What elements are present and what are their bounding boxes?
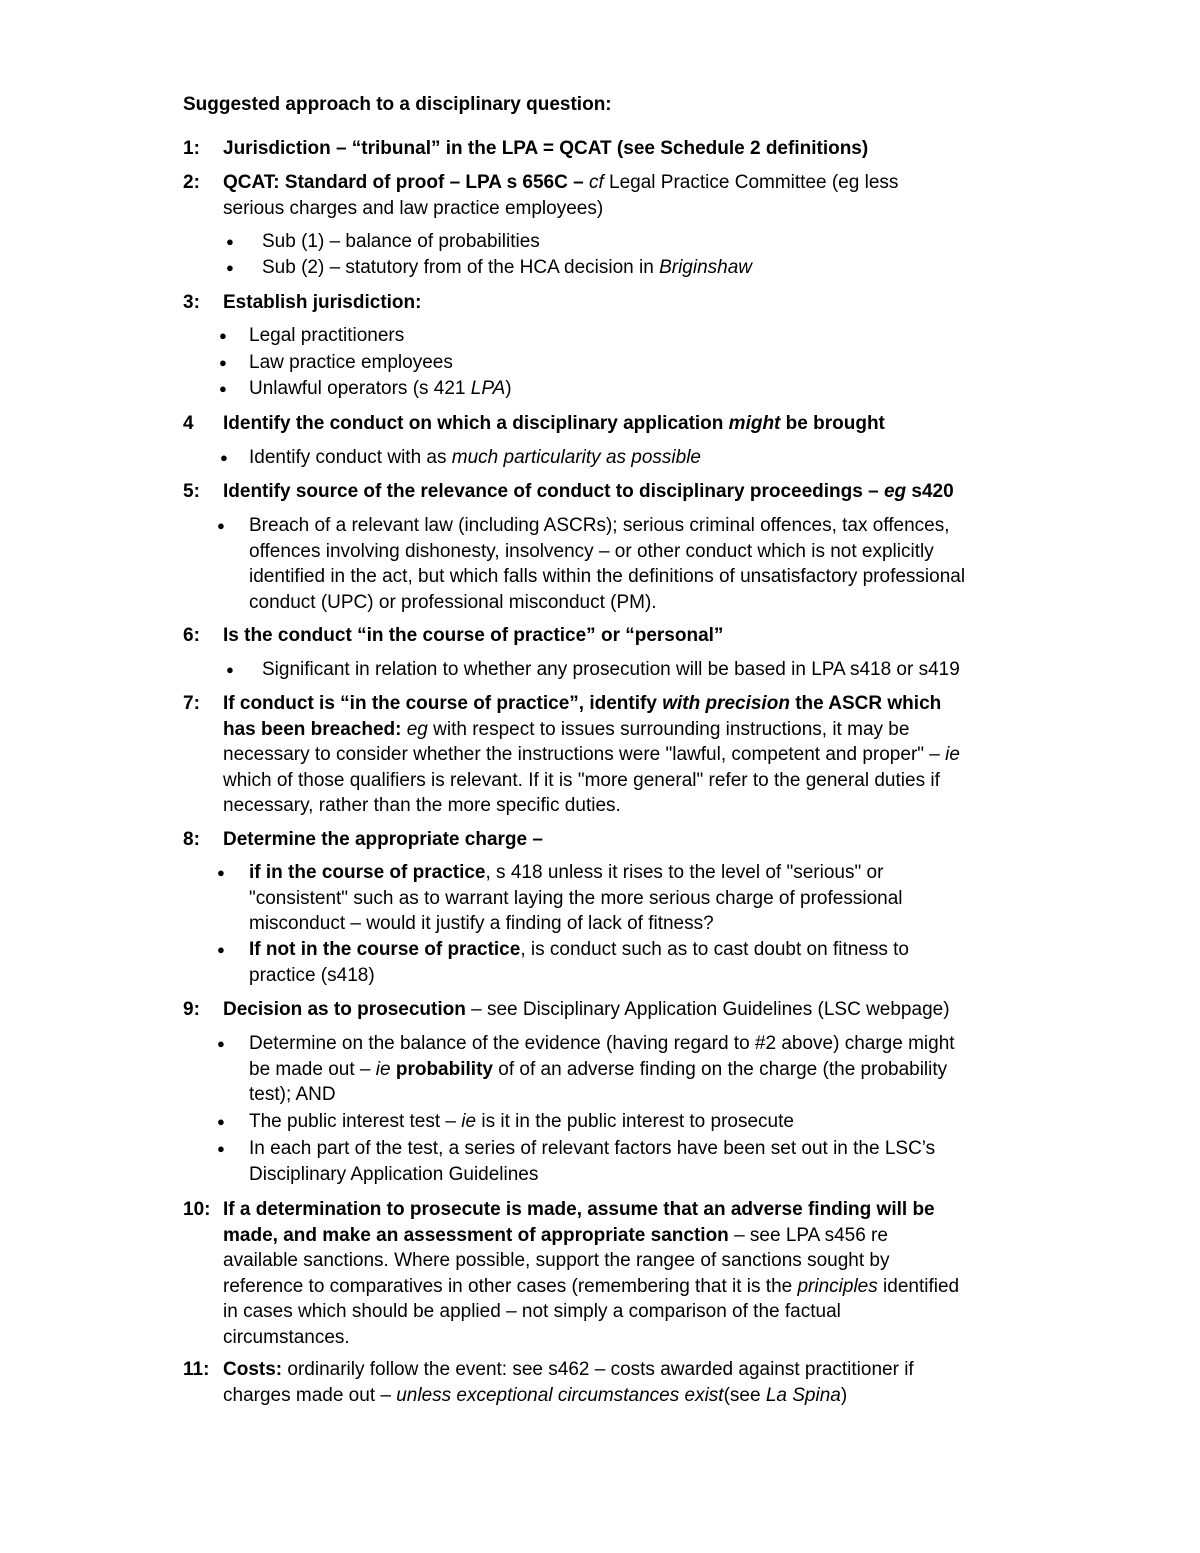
item-text-line <box>223 197 603 221</box>
item-text-line <box>223 998 950 1022</box>
text-run: Is the conduct “in the course of practice” or “personal” <box>223 625 724 646</box>
bullet-icon: ● <box>217 1141 225 1156</box>
bullet-text-line <box>249 1032 955 1056</box>
item-text-line <box>223 794 621 818</box>
bullet-icon: ● <box>220 450 228 465</box>
bullet-text-line <box>249 351 453 375</box>
item-number: 7: <box>183 693 200 714</box>
bullet-text-line <box>249 324 404 348</box>
text-run: charges made out – <box>223 1384 397 1406</box>
bullet-icon: ● <box>217 1114 225 1129</box>
text-run: is it in the public interest to prosecute <box>476 1111 794 1132</box>
item-text-line <box>223 480 954 504</box>
text-run: much particularity as possible <box>451 447 701 468</box>
item-number: 11: <box>183 1359 210 1380</box>
text-run: Decision as to prosecution <box>223 999 466 1020</box>
text-run: "consistent" such as to warrant laying the more serious charge of professional <box>249 887 903 909</box>
bullet-icon: ● <box>226 260 234 275</box>
text-run: Legal Practice Committee (eg less <box>603 172 899 193</box>
text-run: s420 <box>906 481 954 502</box>
item-text-line <box>223 692 941 716</box>
bullet-text-line <box>249 964 375 988</box>
text-run: Disciplinary Application Guidelines <box>249 1163 539 1185</box>
bullet-text-line <box>249 1058 947 1082</box>
text-run: If a determination to prosecute is made, assume that an adverse finding will be <box>223 1199 935 1220</box>
bullet-text-line <box>249 887 903 911</box>
text-run: practice (s418) <box>249 964 375 986</box>
item-number: 2: <box>183 172 200 193</box>
item-text-line <box>223 624 723 648</box>
item-number: 8: <box>183 829 200 850</box>
text-run: ordinarily follow the event: see s462 – costs awarded against practitioner if <box>282 1359 914 1380</box>
text-run: Identify source of the relevance of conduct to disciplinary proceedings – <box>223 481 884 502</box>
item-text-line <box>223 171 898 195</box>
text-run: LPA <box>470 378 506 399</box>
text-run: necessary, rather than the more specific duties. <box>223 795 621 816</box>
item-text-line <box>223 828 543 852</box>
text-run: Significant in relation to whether any prosecution will be based in LPA s418 or s419 <box>262 659 960 680</box>
bullet-text-line <box>262 256 752 280</box>
text-run: Establish jurisdiction: <box>223 292 422 313</box>
bullet-text-line <box>262 658 960 682</box>
text-run: Sub (2) – statutory from of the HCA decision in <box>262 257 660 278</box>
text-run: ie <box>461 1111 477 1132</box>
text-run: Unlawful operators (s 421 <box>249 378 471 399</box>
text-run: probability <box>395 1058 493 1080</box>
bullet-text-line <box>262 230 540 254</box>
bullet-text-line <box>249 912 714 936</box>
item-text-line <box>223 1249 889 1273</box>
text-run: available sanctions. Where possible, support the rangee of sanctions sought by <box>223 1250 890 1271</box>
text-run: principles <box>797 1275 878 1297</box>
text-run: has been breached: <box>223 718 402 740</box>
text-run: with respect to issues surrounding instructions, it may be <box>427 718 910 740</box>
text-run: ) <box>840 1384 848 1406</box>
bullet-text-line <box>249 1163 538 1187</box>
text-run: eg <box>883 481 907 502</box>
bullet-text-line <box>249 565 965 589</box>
text-run: ie <box>945 744 960 765</box>
bullet-text-line <box>249 446 701 470</box>
bullet-text-line <box>249 540 934 564</box>
text-run: Breach of a relevant law (including ASCRs); serious criminal offences, tax offences, <box>249 515 950 536</box>
text-run: ) <box>505 378 512 399</box>
text-run: identified <box>877 1275 960 1297</box>
text-run: Determine the appropriate charge – <box>223 829 543 850</box>
text-run: Costs: <box>223 1359 283 1380</box>
text-run: reference to comparatives in other cases (remembering that it is the <box>223 1275 798 1297</box>
item-number: 3: <box>183 292 200 313</box>
text-run: misconduct – would it justify a finding of lack of fitness? <box>249 913 714 934</box>
text-run: cf <box>588 172 604 193</box>
text-run: serious charges and law practice employees) <box>223 197 604 219</box>
item-text-line <box>223 718 909 742</box>
bullet-icon: ● <box>217 518 225 533</box>
item-number: 5: <box>183 481 200 502</box>
text-run: Sub (1) – balance of probabilities <box>262 231 540 252</box>
bullet-icon: ● <box>219 328 227 343</box>
bullet-icon: ● <box>226 662 234 677</box>
item-text-line <box>223 769 940 793</box>
text-run: QCAT: Standard of proof – LPA s 656C – <box>223 172 589 193</box>
bullet-icon: ● <box>217 942 225 957</box>
text-run: In each part of the test, a series of relevant factors have been set out in the LSC’s <box>249 1138 936 1159</box>
text-run: be made out – <box>249 1058 376 1080</box>
bullet-text-line <box>249 1110 794 1134</box>
bullet-icon: ● <box>226 234 234 249</box>
text-run: unless exceptional circumstances exist <box>396 1384 724 1406</box>
item-text-line <box>223 1358 914 1382</box>
bullet-icon: ● <box>219 381 227 396</box>
item-text-line <box>223 1384 847 1408</box>
text-run: test); AND <box>249 1084 336 1105</box>
text-run: which of those qualifiers is relevant. If it is "more general" refer to the general duties if <box>223 769 940 791</box>
bullet-text-line <box>249 1137 935 1161</box>
text-run: If not in the course of practice <box>249 939 521 960</box>
item-number: 10: <box>183 1199 211 1220</box>
text-run: Law practice employees <box>249 352 453 373</box>
text-run: Jurisdiction – “tribunal” in the LPA = QCAT (see Schedule 2 definitions) <box>223 138 869 159</box>
bullet-icon: ● <box>217 865 225 880</box>
text-run: the ASCR which <box>789 693 942 714</box>
text-run: if in the course of practice <box>249 862 486 883</box>
bullet-icon: ● <box>217 1036 225 1051</box>
item-number: 1: <box>183 138 200 159</box>
text-run: circumstances. <box>223 1326 350 1348</box>
text-run: If conduct is “in the course of practice”, identify <box>223 693 663 714</box>
item-text-line <box>223 291 421 315</box>
text-run: made, and make an assessment of appropriate sanction <box>223 1224 729 1246</box>
text-run: eg <box>406 718 428 740</box>
text-run: Briginshaw <box>659 257 753 278</box>
text-run: conduct (UPC) or professional misconduct (PM). <box>249 591 657 613</box>
bullet-text-line <box>249 591 657 615</box>
item-number: 4 <box>183 413 194 434</box>
text-run: – see Disciplinary Application Guidelines (LSC webpage) <box>465 999 950 1020</box>
item-number: 9: <box>183 999 200 1020</box>
item-text-line <box>223 412 885 436</box>
item-text-line <box>223 1224 888 1248</box>
bullet-icon: ● <box>219 355 227 370</box>
item-number: 6: <box>183 625 200 646</box>
bullet-text-line <box>249 861 883 885</box>
text-run: (see <box>723 1384 766 1406</box>
text-run: identified in the act, but which falls within the definitions of unsatisfactory professional <box>249 566 966 587</box>
document-title: Suggested approach to a disciplinary question: <box>183 94 612 115</box>
text-run: offences involving dishonesty, insolvency – or other conduct which is not explicitly <box>249 540 934 562</box>
text-run: be brought <box>780 413 885 434</box>
bullet-text-line <box>249 938 909 962</box>
text-run: in cases which should be applied – not simply a comparison of the factual <box>223 1301 841 1322</box>
bullet-text-line <box>249 1083 336 1107</box>
item-text-line <box>223 1198 935 1222</box>
text-run: necessary to consider whether the instructions were "lawful, competent and proper" – <box>223 744 946 765</box>
item-text-line <box>223 1275 959 1299</box>
text-run: Identify conduct with as <box>249 447 452 468</box>
text-run: Legal practitioners <box>249 325 405 346</box>
text-run: Determine on the balance of the evidence (having regard to #2 above) charge might <box>249 1033 955 1054</box>
text-run: La Spina <box>765 1384 841 1406</box>
item-text-line <box>223 743 960 767</box>
bullet-text-line <box>249 514 950 538</box>
text-run: ie <box>375 1058 391 1080</box>
text-run: , is conduct such as to cast doubt on fitness to <box>520 939 909 960</box>
item-text-line <box>223 1326 350 1350</box>
text-run: with precision <box>662 693 790 714</box>
text-run: , s 418 unless it rises to the level of "serious" or <box>485 862 884 883</box>
text-run: The public interest test – <box>249 1111 462 1132</box>
item-text-line <box>223 1300 841 1324</box>
text-run: – see LPA s456 re <box>728 1224 888 1246</box>
text-run: might <box>728 413 781 434</box>
item-text-line <box>223 137 868 161</box>
text-run: of of an adverse finding on the charge (the probability <box>492 1058 948 1080</box>
bullet-text-line <box>249 377 512 401</box>
text-run: Identify the conduct on which a disciplinary application <box>223 413 729 434</box>
